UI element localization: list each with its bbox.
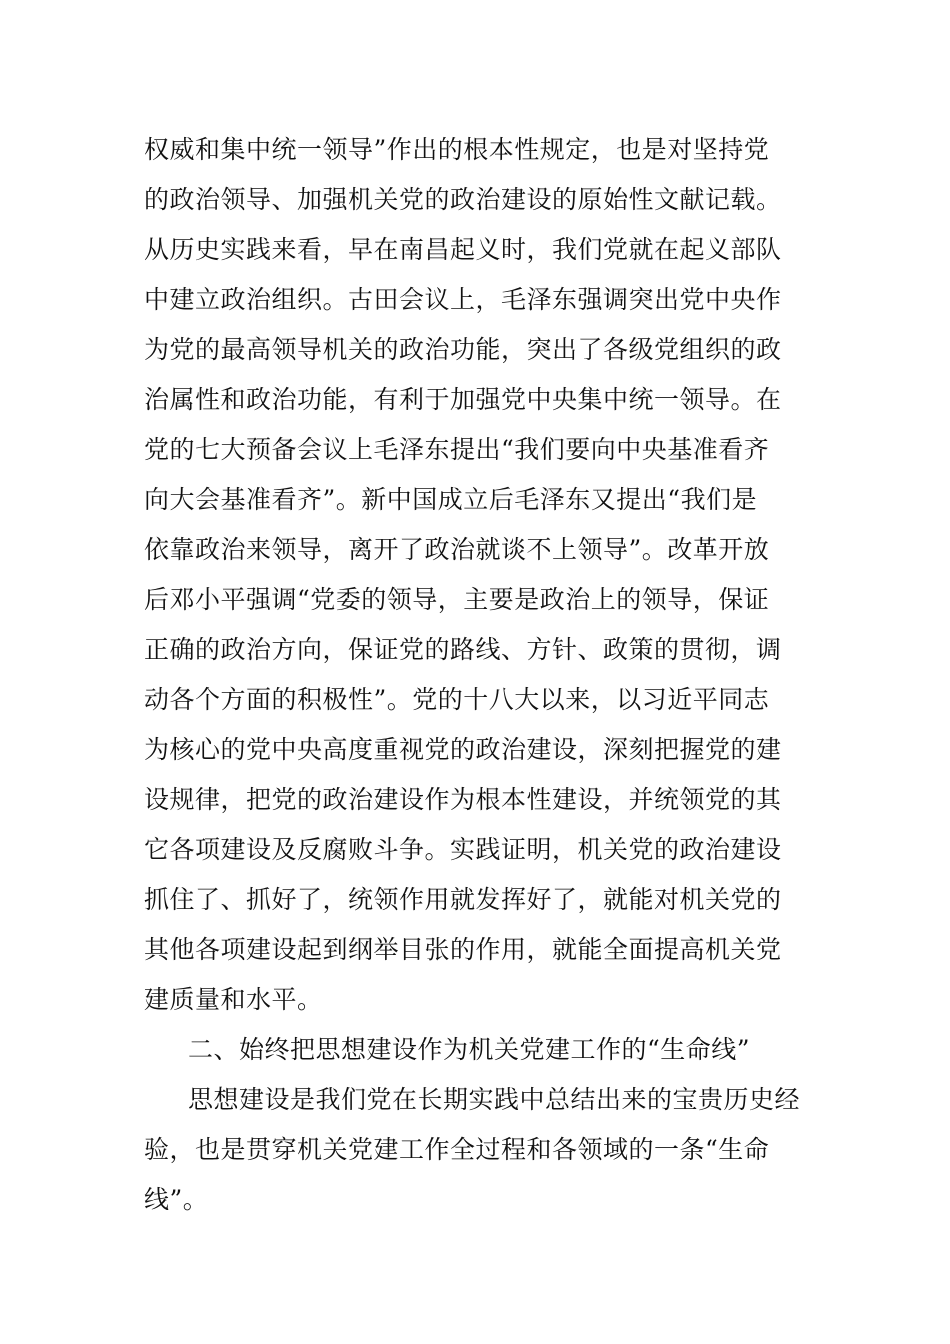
text-line: 思想建设是我们党在长期实践中总结出来的宝贵历史经 <box>188 1085 801 1114</box>
text-line: 正确的政治方向，保证党的路线、方针、政策的贯彻，调 <box>144 635 782 664</box>
text-line: 党的七大预备会议上毛泽东提出“我们要向中央基准看齐 <box>144 435 770 464</box>
text-line: 从历史实践来看，早在南昌起义时，我们党就在起义部队 <box>144 235 782 264</box>
text-line: 的政治领导、加强机关党的政治建设的原始性文献记载。 <box>144 185 782 214</box>
text-line: 建质量和水平。 <box>144 985 323 1014</box>
text-line: 抓住了、抓好了，统领作用就发挥好了，就能对机关党的 <box>144 885 782 914</box>
text-line: 为核心的党中央高度重视党的政治建设，深刻把握党的建 <box>144 735 782 764</box>
text-line: 其他各项建设起到纲举目张的作用，就能全面提高机关党 <box>144 935 782 964</box>
text-line: 后邓小平强调“党委的领导，主要是政治上的领导，保证 <box>144 585 770 614</box>
text-line: 它各项建设及反腐败斗争。实践证明，机关党的政治建设 <box>144 835 782 864</box>
text-line: 动各个方面的积极性”。党的十八大以来，以习近平同志 <box>144 685 770 714</box>
section-heading: 二、始终把思想建设作为机关党建工作的“生命线” <box>188 1035 751 1064</box>
text-line: 验，也是贯穿机关党建工作全过程和各领域的一条“生命 <box>144 1135 770 1164</box>
text-line: 治属性和政治功能，有利于加强党中央集中统一领导。在 <box>144 385 782 414</box>
text-line: 权威和集中统一领导”作出的根本性规定，也是对坚持党 <box>144 135 770 164</box>
text-line: 中建立政治组织。古田会议上，毛泽东强调突出党中央作 <box>144 285 782 314</box>
text-line: 依靠政治来领导，离开了政治就谈不上领导”。改革开放 <box>144 535 770 564</box>
text-line: 线”。 <box>144 1185 209 1214</box>
text-line: 设规律，把党的政治建设作为根本性建设，并统领党的其 <box>144 785 782 814</box>
text-line: 向大会基准看齐”。新中国成立后毛泽东又提出“我们是 <box>144 485 758 514</box>
text-line: 为党的最高领导机关的政治功能，突出了各级党组织的政 <box>144 335 782 364</box>
